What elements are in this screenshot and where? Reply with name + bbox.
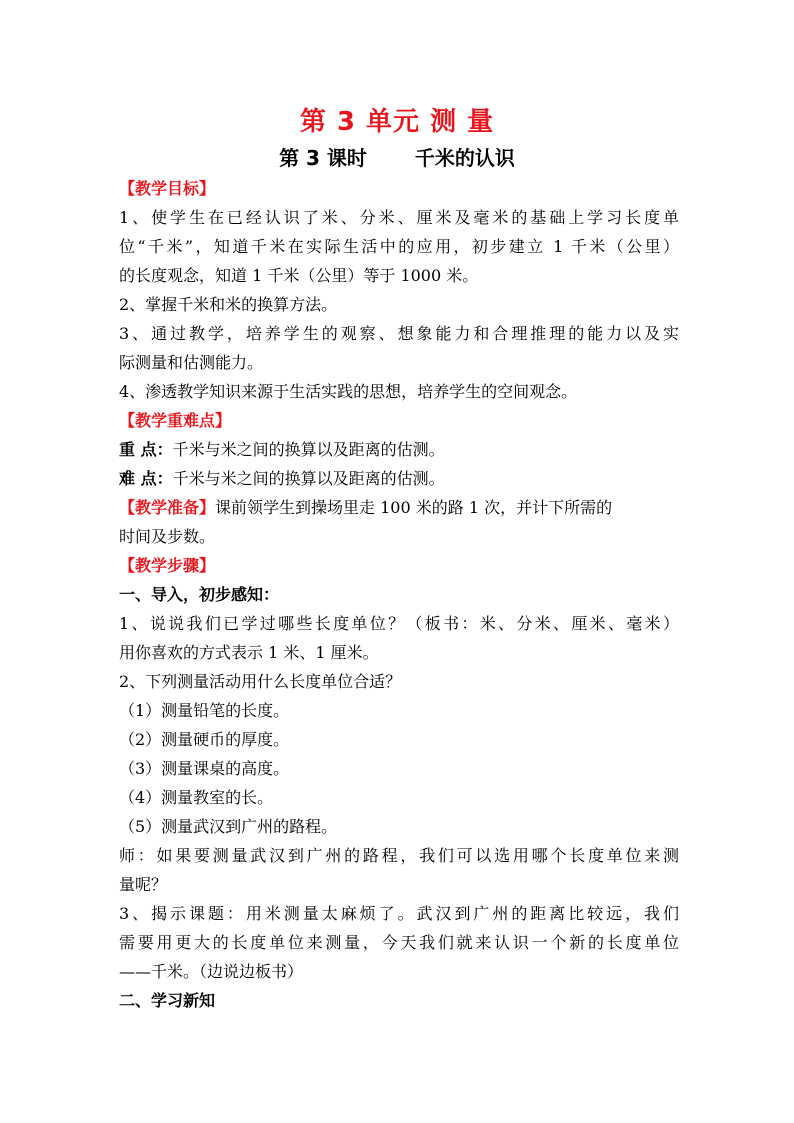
lesson-topic: 千米的认识 <box>414 146 515 170</box>
difficult-point <box>119 464 679 493</box>
key-point-text: 千米与米之间的换算以及距离的估测。 <box>172 440 445 459</box>
document-body <box>119 174 679 1015</box>
list-item: （3）测量课桌的高度。 <box>119 759 290 778</box>
list-item: （1）测量铅笔的长度。 <box>119 701 290 720</box>
goal-1-line-3: 的长度观念，知道 1 千米（公里）等于 1000 米。 <box>119 266 479 285</box>
step-1-item-2: 2、下列测量活动用什么长度单位合适？ <box>119 672 402 691</box>
key-point-label: 重 点： <box>119 440 173 459</box>
teacher-question-line-2: 量呢？ <box>119 875 168 894</box>
list-item: （4）测量教室的长。 <box>119 788 274 807</box>
difficult-point-text: 千米与米之间的换算以及距离的估测。 <box>172 469 445 488</box>
goals-heading: 【教学目标】 <box>119 179 216 198</box>
preparation-line-2: 时间及步数。 <box>119 527 216 546</box>
lesson-number: 第 3 课时 <box>279 146 367 170</box>
goal-3-line-2: 际测量和估测能力。 <box>119 353 264 372</box>
step-1-item-3-line-2: 需要用更大的长度单位来测量，今天我们就来认识一个新的长度单位 <box>119 933 679 952</box>
preparation-line-1: 课前领学生到操场里走 100 米的路 1 次，并计下所需的 <box>215 498 613 517</box>
teacher-question-line-1: 师：如果要测量武汉到广州的路程，我们可以选用哪个长度单位来测 <box>119 846 679 865</box>
preparation <box>119 493 679 522</box>
difficult-point-label: 难 点： <box>119 469 173 488</box>
preparation-heading: 【教学准备】 <box>119 498 216 517</box>
step-1-item-3-line-1: 3、揭示课题：用米测量太麻烦了。武汉到广州的距离比较远，我们 <box>119 904 679 923</box>
list-item: （2）测量硬币的厚度。 <box>119 730 290 749</box>
step-1-heading: 一、导入，初步感知： <box>119 585 280 604</box>
steps-heading: 【教学步骤】 <box>119 556 216 575</box>
key-point <box>119 435 679 464</box>
goal-1-line-2: 位“千米”，知道千米在实际生活中的应用，初步建立 1 千米（公里） <box>119 237 679 256</box>
step-1-item-3-line-3: ——千米。（边说边板书） <box>119 962 304 981</box>
goal-1-line-1: 1、使学生在已经认识了米、分米、厘米及毫米的基础上学习长度单 <box>119 208 679 227</box>
goal-3-line-1: 3、通过教学，培养学生的观察、想象能力和合理推理的能力以及实 <box>119 324 679 343</box>
step-1-item-1-line-2: 用你喜欢的方式表示 1 米、1 厘米。 <box>119 643 379 662</box>
lesson-subtitle <box>0 142 794 171</box>
goal-2: 2、掌握千米和米的换算方法。 <box>119 295 338 314</box>
key-points-heading: 【教学重难点】 <box>119 411 232 430</box>
unit-title: 第 3 单元 测 量 <box>299 107 495 137</box>
list-item: （5）测量武汉到广州的路程。 <box>119 817 338 836</box>
step-2-heading: 二、学习新知 <box>119 991 216 1010</box>
goal-4: 4、渗透教学知识来源于生活实践的思想，培养学生的空间观念。 <box>119 382 578 401</box>
step-1-item-1-line-1: 1、说说我们已学过哪些长度单位？（板书：米、分米、厘米、毫米） <box>119 614 679 633</box>
